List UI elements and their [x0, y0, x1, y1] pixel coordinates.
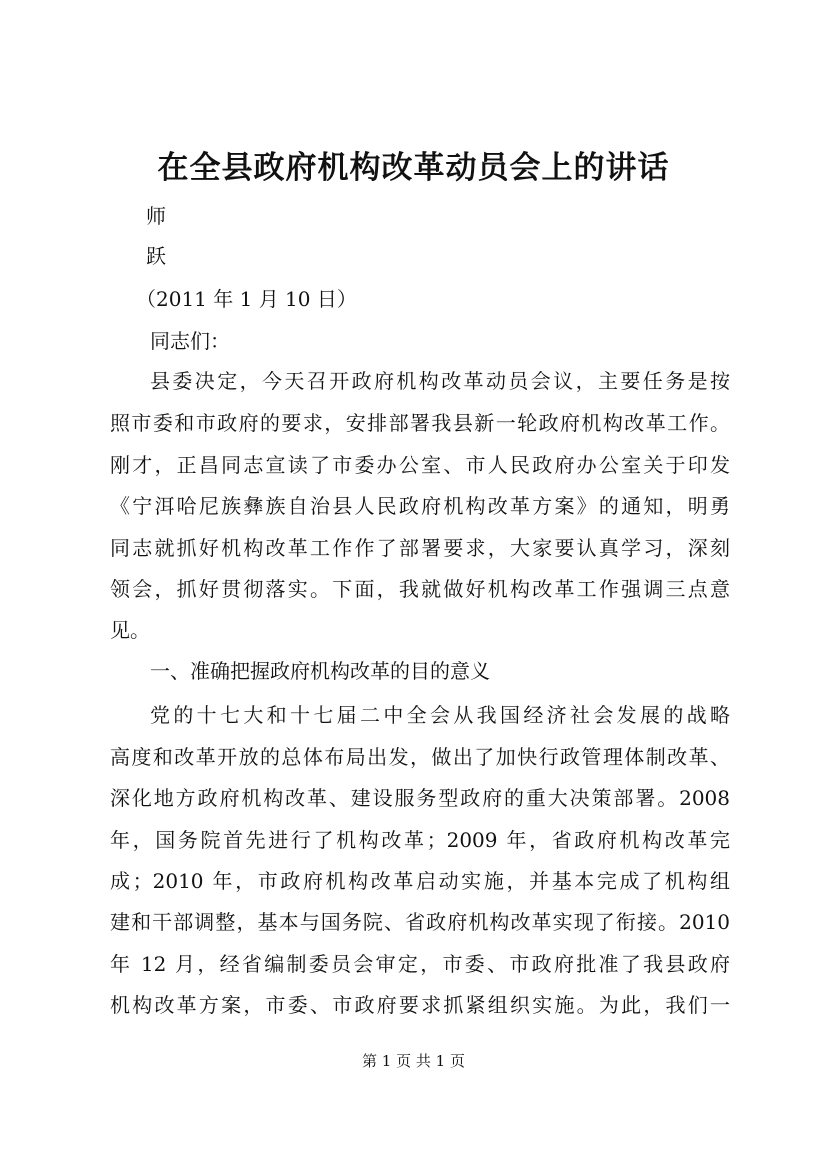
paragraph-line: 《宁洱哈尼族彝族自治县人民政府机构改革方案》的通知，明勇 [110, 494, 730, 518]
author-line-2: 跃 [146, 244, 166, 268]
document-title: 在全县政府机构改革动员会上的讲话 [157, 150, 670, 186]
section-heading: 一、准确把握政府机构改革的目的意义 [150, 659, 490, 683]
paragraph-line: 同志就抓好机构改革工作作了部署要求，大家要认真学习，深刻 [110, 536, 730, 560]
paragraph-line: 见。 [110, 618, 150, 642]
paragraph-line: 建和干部调整，基本与国务院、省政府机构改革实现了衔接。2010 [110, 910, 730, 934]
page-footer: 第 1 页 共 1 页 [362, 1052, 465, 1070]
paragraph-line: 成；2010 年，市政府机构改革启动实施，并基本完成了机构组 [110, 869, 730, 893]
paragraph-line: 年，国务院首先进行了机构改革；2009 年，省政府机构改革完 [110, 828, 730, 852]
paragraph-line: 年 12 月，经省编制委员会审定，市委、市政府批准了我县政府 [110, 952, 730, 976]
paragraph-line: 机构改革方案，市委、市政府要求抓紧组织实施。为此，我们一 [110, 993, 730, 1017]
paragraph-line: 领会，抓好贯彻落实。下面，我就做好机构改革工作强调三点意 [110, 577, 730, 601]
paragraph-line: 高度和改革开放的总体布局出发，做出了加快行政管理体制改革、 [110, 745, 730, 769]
paragraph-line: 县委决定，今天召开政府机构改革动员会议，主要任务是按 [150, 369, 730, 393]
paragraph-line: 照市委和市政府的要求，安排部署我县新一轮政府机构改革工作。 [110, 411, 730, 435]
speech-date: （2011 年 1 月 10 日） [136, 287, 357, 311]
paragraph-line: 深化地方政府机构改革、建设服务型政府的重大决策部署。2008 [110, 786, 730, 810]
salutation: 同志们： [150, 329, 230, 353]
paragraph-line: 刚才，正昌同志宣读了市委办公室、市人民政府办公室关于印发 [110, 453, 730, 477]
author-line-1: 师 [146, 204, 166, 228]
paragraph-line: 党的十七大和十七届二中全会从我国经济社会发展的战略 [150, 703, 730, 727]
